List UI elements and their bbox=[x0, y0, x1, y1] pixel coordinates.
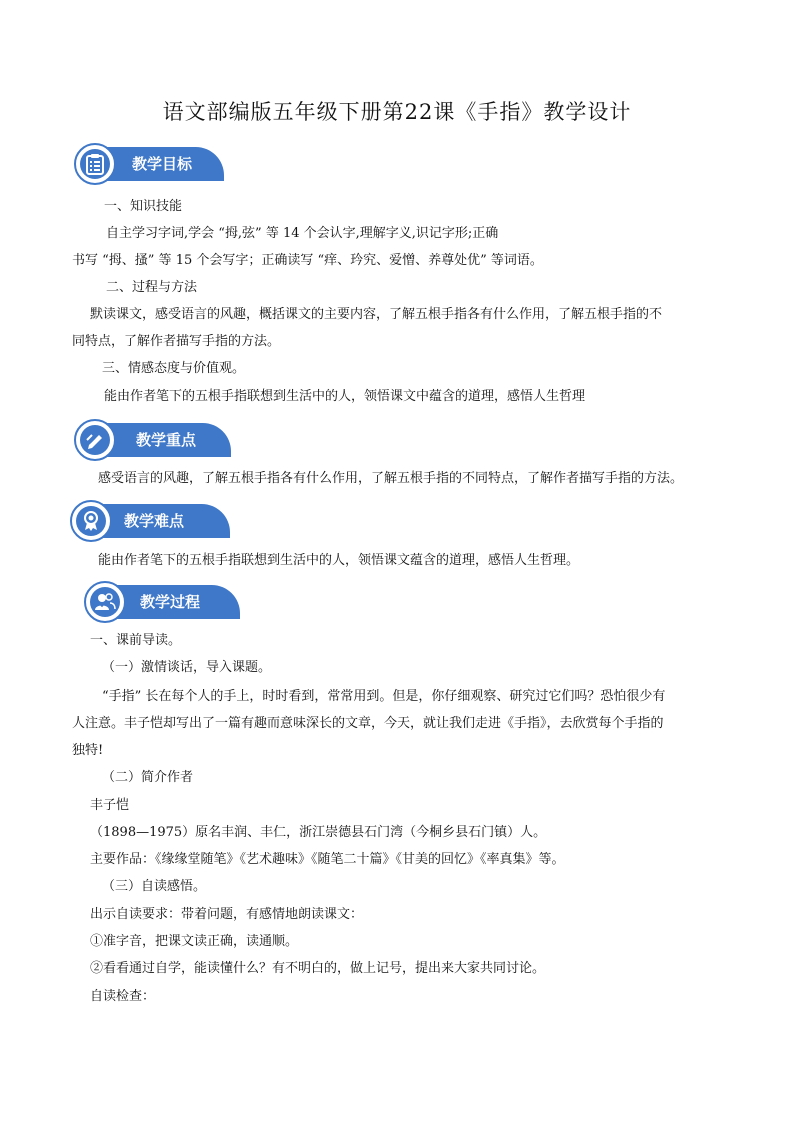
process-line: （二）简介作者 bbox=[102, 770, 194, 785]
process-line: 丰子恺 bbox=[90, 798, 130, 813]
process-line: 出示自读要求：带着问题，有感情地朗读课文： bbox=[90, 907, 364, 922]
goals-line: 能由作者笔下的五根手指联想到生活中的人，领悟课文中蕴含的道理，感悟人生哲理 bbox=[104, 389, 586, 404]
goals-line: 同特点，了解作者描写手指的方法。 bbox=[72, 334, 281, 349]
process-line: “手指” 长在每个人的手上，时时看到，常常用到。但是，你仔细观察、研究过它们吗？恐怕很少有 bbox=[102, 689, 666, 704]
process-line: ①准字音，把课文读正确，读通顺。 bbox=[90, 934, 299, 949]
process-line: 人注意。丰子恺却写出了一篇有趣而意味深长的文章，今天，就让我们走进《手指》，去欣赏每个手指的 bbox=[72, 716, 664, 731]
section-banner-difficulty bbox=[72, 501, 230, 541]
process-line: 一、课前导读。 bbox=[90, 633, 182, 648]
section-label-process: 教学过程 bbox=[140, 593, 201, 611]
section-label-difficulty: 教学难点 bbox=[124, 512, 185, 530]
process-line: （1898—1975）原名丰润、丰仁，浙江崇德县石门湾（今桐乡县石门镇）人。 bbox=[90, 825, 547, 840]
section-label-goals: 教学目标 bbox=[132, 155, 193, 173]
pencil-icon bbox=[85, 430, 105, 450]
process-line: （三）自读感悟。 bbox=[102, 879, 207, 894]
goals-line: 书写 “拇、搔” 等 15 个会写字；正确读写 “痒、玪究、爱憎、养尊处优” 等词语。 bbox=[72, 253, 543, 268]
goals-line: 二、过程与方法 bbox=[106, 280, 198, 295]
section-banner-process bbox=[86, 582, 240, 622]
difficulty-line: 能由作者笔下的五根手指联想到生活中的人，领悟课文蕴含的道理，感悟人生哲理。 bbox=[98, 553, 580, 568]
section-label-focus: 教学重点 bbox=[136, 431, 197, 449]
process-line: 自读检查： bbox=[90, 989, 156, 1004]
clipboard-icon bbox=[85, 153, 105, 175]
process-line: 独特! bbox=[72, 743, 104, 758]
people-icon bbox=[94, 592, 116, 612]
goals-line: 一、知识技能 bbox=[104, 199, 183, 214]
goals-line: 默读课文，感受语言的风趣，概括课文的主要内容，了解五根手指各有什么作用，了解五根手指的不 bbox=[90, 307, 663, 322]
goals-line: 三、情感态度与价值观。 bbox=[102, 361, 246, 376]
section-banner-goals bbox=[76, 144, 224, 184]
process-line: ②看看通过自学，能读懂什么？有不明白的，做上记号，提出来大家共同讨论。 bbox=[90, 961, 546, 976]
award-icon bbox=[81, 510, 101, 532]
process-line: （一）激情谈话，导入课题。 bbox=[102, 660, 272, 675]
goals-line: 自主学习字词,学会 “拇,弦” 等 14 个会认字,理解字义,识记字形;正确 bbox=[106, 226, 499, 241]
focus-line: 感受语言的风趣，了解五根手指各有什么作用，了解五根手指的不同特点，了解作者描写手指的方法。 bbox=[98, 471, 684, 486]
document-title: 语文部编版五年级下册第22课《手指》教学设计 bbox=[162, 100, 632, 124]
process-line: 主要作品：《缘缘堂随笔》《艺术趣味》《随笔二十篇》《甘美的回忆》《率真集》等。 bbox=[90, 852, 565, 867]
section-banner-focus bbox=[76, 420, 231, 460]
